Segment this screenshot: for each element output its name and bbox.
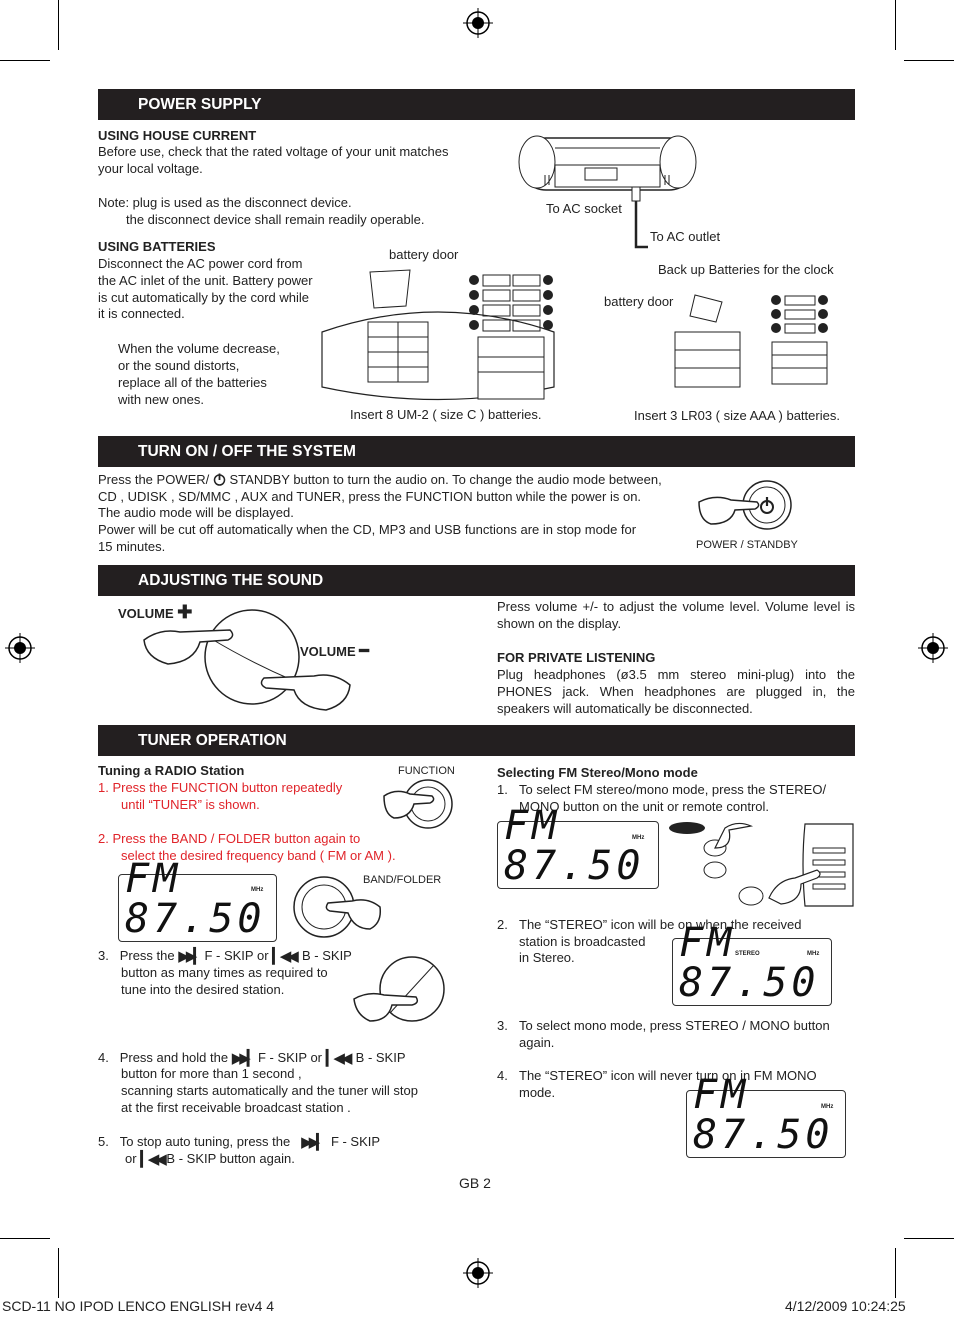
tuning-step-2: 2. Press the BAND / FOLDER button again to	[98, 831, 361, 846]
minus-icon: ━	[359, 643, 369, 660]
volume-note: replace all of the batteries	[118, 375, 267, 390]
stereo-step-3: again.	[519, 1035, 555, 1050]
lcd-display	[497, 803, 659, 889]
crop-mark	[0, 1238, 50, 1239]
lcd-mhz: MHz	[807, 951, 820, 957]
house-current-text: Before use, check that the rated voltage of your unit matches	[98, 144, 449, 159]
stereo-button-illustration	[665, 818, 855, 908]
batteries-text: the AC inlet of the unit. Battery power	[98, 273, 313, 288]
step-text: Press and hold the	[119, 1050, 229, 1065]
next-track-icon: ▶▶▎	[178, 948, 201, 965]
crop-mark	[58, 0, 59, 50]
lcd-frequency: FM 87.50	[693, 1072, 834, 1158]
batteries-aaa-illustration	[670, 290, 840, 395]
plus-icon: ✚	[177, 602, 193, 622]
lcd-mhz: MHz	[251, 887, 264, 893]
power-icon	[213, 473, 226, 486]
note-text: the disconnect device shall remain readily operable.	[126, 212, 425, 227]
tuning-step-3: tune into the desired station.	[121, 982, 285, 997]
turnon-text: 15 minutes.	[98, 539, 166, 554]
batteries-text: Disconnect the AC power cord from	[98, 256, 303, 271]
stereo-step-2: in Stereo.	[519, 950, 575, 965]
note-text: Note: plug is used as the disconnect device.	[98, 195, 352, 210]
tuning-step-3: button as many times as required to	[121, 965, 328, 980]
battery-door-label: battery door	[389, 247, 459, 262]
registration-mark-icon	[463, 8, 493, 38]
ac-outlet-label: To AC outlet	[650, 229, 721, 244]
step-text: F - SKIP or	[204, 948, 269, 963]
house-current-heading: USING HOUSE CURRENT	[98, 128, 257, 143]
stereo-step-2: The “STEREO” icon will be on when the received	[519, 917, 802, 932]
house-current-text: your local voltage.	[98, 161, 203, 176]
batteries-heading: USING BATTERIES	[98, 239, 216, 254]
volume-note: with new ones.	[118, 392, 204, 407]
stereo-step-4: The “STEREO” icon will never turn on in FM MONO	[519, 1068, 817, 1083]
previous-track-icon: ▎◀◀	[325, 1050, 349, 1067]
step-text: B - SKIP button again.	[166, 1151, 295, 1166]
footer-file-info: SCD-11 NO IPOD LENCO ENGLISH rev4 4	[2, 1298, 275, 1314]
step-text: F - SKIP	[330, 1134, 381, 1149]
crop-mark	[0, 60, 50, 61]
tuning-step-4: scanning starts automatically and the tuner will stop	[121, 1083, 418, 1098]
step-text: Press the	[119, 948, 175, 963]
backup-batteries-label: Back up Batteries for the clock	[658, 262, 834, 277]
private-listening-text: Plug headphones (ø3.5 mm stereo mini-plug) into the PHONES jack. When headphones are plugged in, the speakers will automatically be disconnected.	[497, 667, 855, 716]
tuning-step-4: button for more than 1 second ,	[121, 1066, 302, 1081]
tuning-step-4: at the first receivable broadcast station .	[121, 1100, 351, 1115]
step-number: 3.	[98, 948, 109, 963]
previous-track-icon: ▎◀◀	[272, 948, 295, 965]
registration-mark-icon	[463, 1258, 493, 1288]
step-text: B - SKIP	[302, 948, 352, 963]
ac-socket-label: To AC socket	[546, 201, 622, 216]
turnon-text	[98, 471, 662, 488]
lcd-mhz: MHz	[821, 1104, 834, 1110]
step-number: 4.	[98, 1050, 109, 1065]
registration-mark-icon	[5, 633, 35, 663]
tuning-step-5	[125, 1150, 295, 1168]
lcd-display	[686, 1072, 846, 1158]
tuning-step-2: select the desired frequency band ( FM or AM ).	[121, 848, 396, 863]
registration-mark-icon	[918, 633, 948, 663]
lcd-frequency: FM 87.50	[679, 920, 820, 1006]
skip-button-illustration	[350, 955, 450, 1027]
step-text: F - SKIP or	[257, 1050, 323, 1065]
volume-knob-illustration	[140, 600, 355, 718]
insert-c-label: Insert 8 UM-2 ( size C ) batteries.	[350, 407, 542, 422]
turnon-text-part: STANDBY button to turn the audio on. To change the audio mode between,	[229, 472, 662, 487]
stereo-step-2: 2.	[497, 917, 508, 932]
band-button-illustration	[292, 873, 384, 945]
stereo-step-4: mode.	[519, 1085, 556, 1100]
volume-note: When the volume decrease,	[118, 341, 280, 356]
stereo-step-4: 4.	[497, 1068, 508, 1083]
page-number: GB 2	[459, 1175, 491, 1191]
turnon-text: The audio mode will be displayed.	[98, 505, 294, 520]
power-button-illustration	[695, 480, 800, 535]
turnon-text-part: Press the POWER/	[98, 472, 210, 487]
lcd-display-stereo	[672, 920, 832, 1006]
next-track-icon: ▶▶▎	[301, 1134, 324, 1151]
band-folder-label: BAND/FOLDER	[363, 874, 442, 886]
tuning-step-5	[98, 1133, 380, 1151]
stereo-mono-heading: Selecting FM Stereo/Mono mode	[497, 765, 698, 780]
stereo-step-1: 1.	[497, 782, 508, 797]
stereo-step-3: To select mono mode, press STEREO / MONO button	[519, 1018, 830, 1033]
next-track-icon: ▶▶▎	[231, 1050, 255, 1067]
stereo-step-2: station is broadcasted	[519, 934, 646, 949]
insert-aaa-label: Insert 3 LR03 ( size AAA ) batteries.	[634, 408, 840, 423]
turnon-text: Power will be cut off automatically when the CD, MP3 and USB functions are in stop mode for	[98, 522, 637, 537]
stereo-step-1: MONO button on the unit or remote control.	[519, 799, 770, 814]
function-button-illustration	[380, 778, 460, 830]
crop-mark	[895, 0, 896, 50]
step-text: To stop auto tuning, press the	[119, 1134, 291, 1149]
lcd-frequency: FM 87.50	[504, 803, 645, 889]
tuning-step-3	[98, 947, 352, 965]
function-label: FUNCTION	[398, 765, 455, 777]
footer-date: 4/12/2009 10:24:25	[785, 1298, 906, 1314]
tuning-step-1: until “TUNER” is shown.	[121, 797, 260, 812]
stereo-step-3: 3.	[497, 1018, 508, 1033]
batteries-text: it is connected.	[98, 306, 185, 321]
volume-description: Press volume +/- to adjust the volume level. Volume level is shown on the display.	[497, 599, 855, 631]
lcd-frequency: FM 87.50	[125, 856, 266, 942]
section-header-turn-on-off: TURN ON / OFF THE SYSTEM	[98, 436, 855, 467]
step-text: B - SKIP	[355, 1050, 406, 1065]
step-text: or	[125, 1151, 137, 1166]
crop-mark	[58, 1248, 59, 1298]
battery-door-label: battery door	[604, 294, 674, 309]
lcd-mhz: MHz	[632, 835, 645, 841]
stereo-step-1: To select FM stereo/mono mode, press the STEREO/	[519, 782, 827, 797]
tuning-step-1: 1. Press the FUNCTION button repeatedly	[98, 780, 343, 795]
previous-track-icon: ▎◀◀	[140, 1151, 163, 1168]
section-header-power-supply: POWER SUPPLY	[98, 89, 855, 120]
volume-plus-text: VOLUME	[118, 606, 174, 621]
step-number: 5.	[98, 1134, 109, 1149]
section-header-tuner-operation: TUNER OPERATION	[98, 725, 855, 756]
volume-minus-text: VOLUME	[300, 644, 356, 659]
lcd-stereo-indicator: STEREO	[735, 951, 760, 957]
lcd-display	[118, 856, 277, 942]
batteries-c-illustration	[318, 262, 558, 407]
turnon-text: CD , UDISK , SD/MMC , AUX and TUNER, press the FUNCTION button while the power is on.	[98, 489, 642, 504]
section-header-adjusting-sound: ADJUSTING THE SOUND	[98, 565, 855, 596]
volume-note: or the sound distorts,	[118, 358, 240, 373]
crop-mark	[895, 1248, 896, 1298]
power-standby-label: POWER / STANDBY	[696, 539, 798, 551]
crop-mark	[904, 60, 954, 61]
crop-mark	[904, 1238, 954, 1239]
tuning-heading: Tuning a RADIO Station	[98, 763, 245, 778]
private-listening-heading: FOR PRIVATE LISTENING	[497, 650, 656, 665]
batteries-text: is cut automatically by the cord while	[98, 290, 309, 305]
